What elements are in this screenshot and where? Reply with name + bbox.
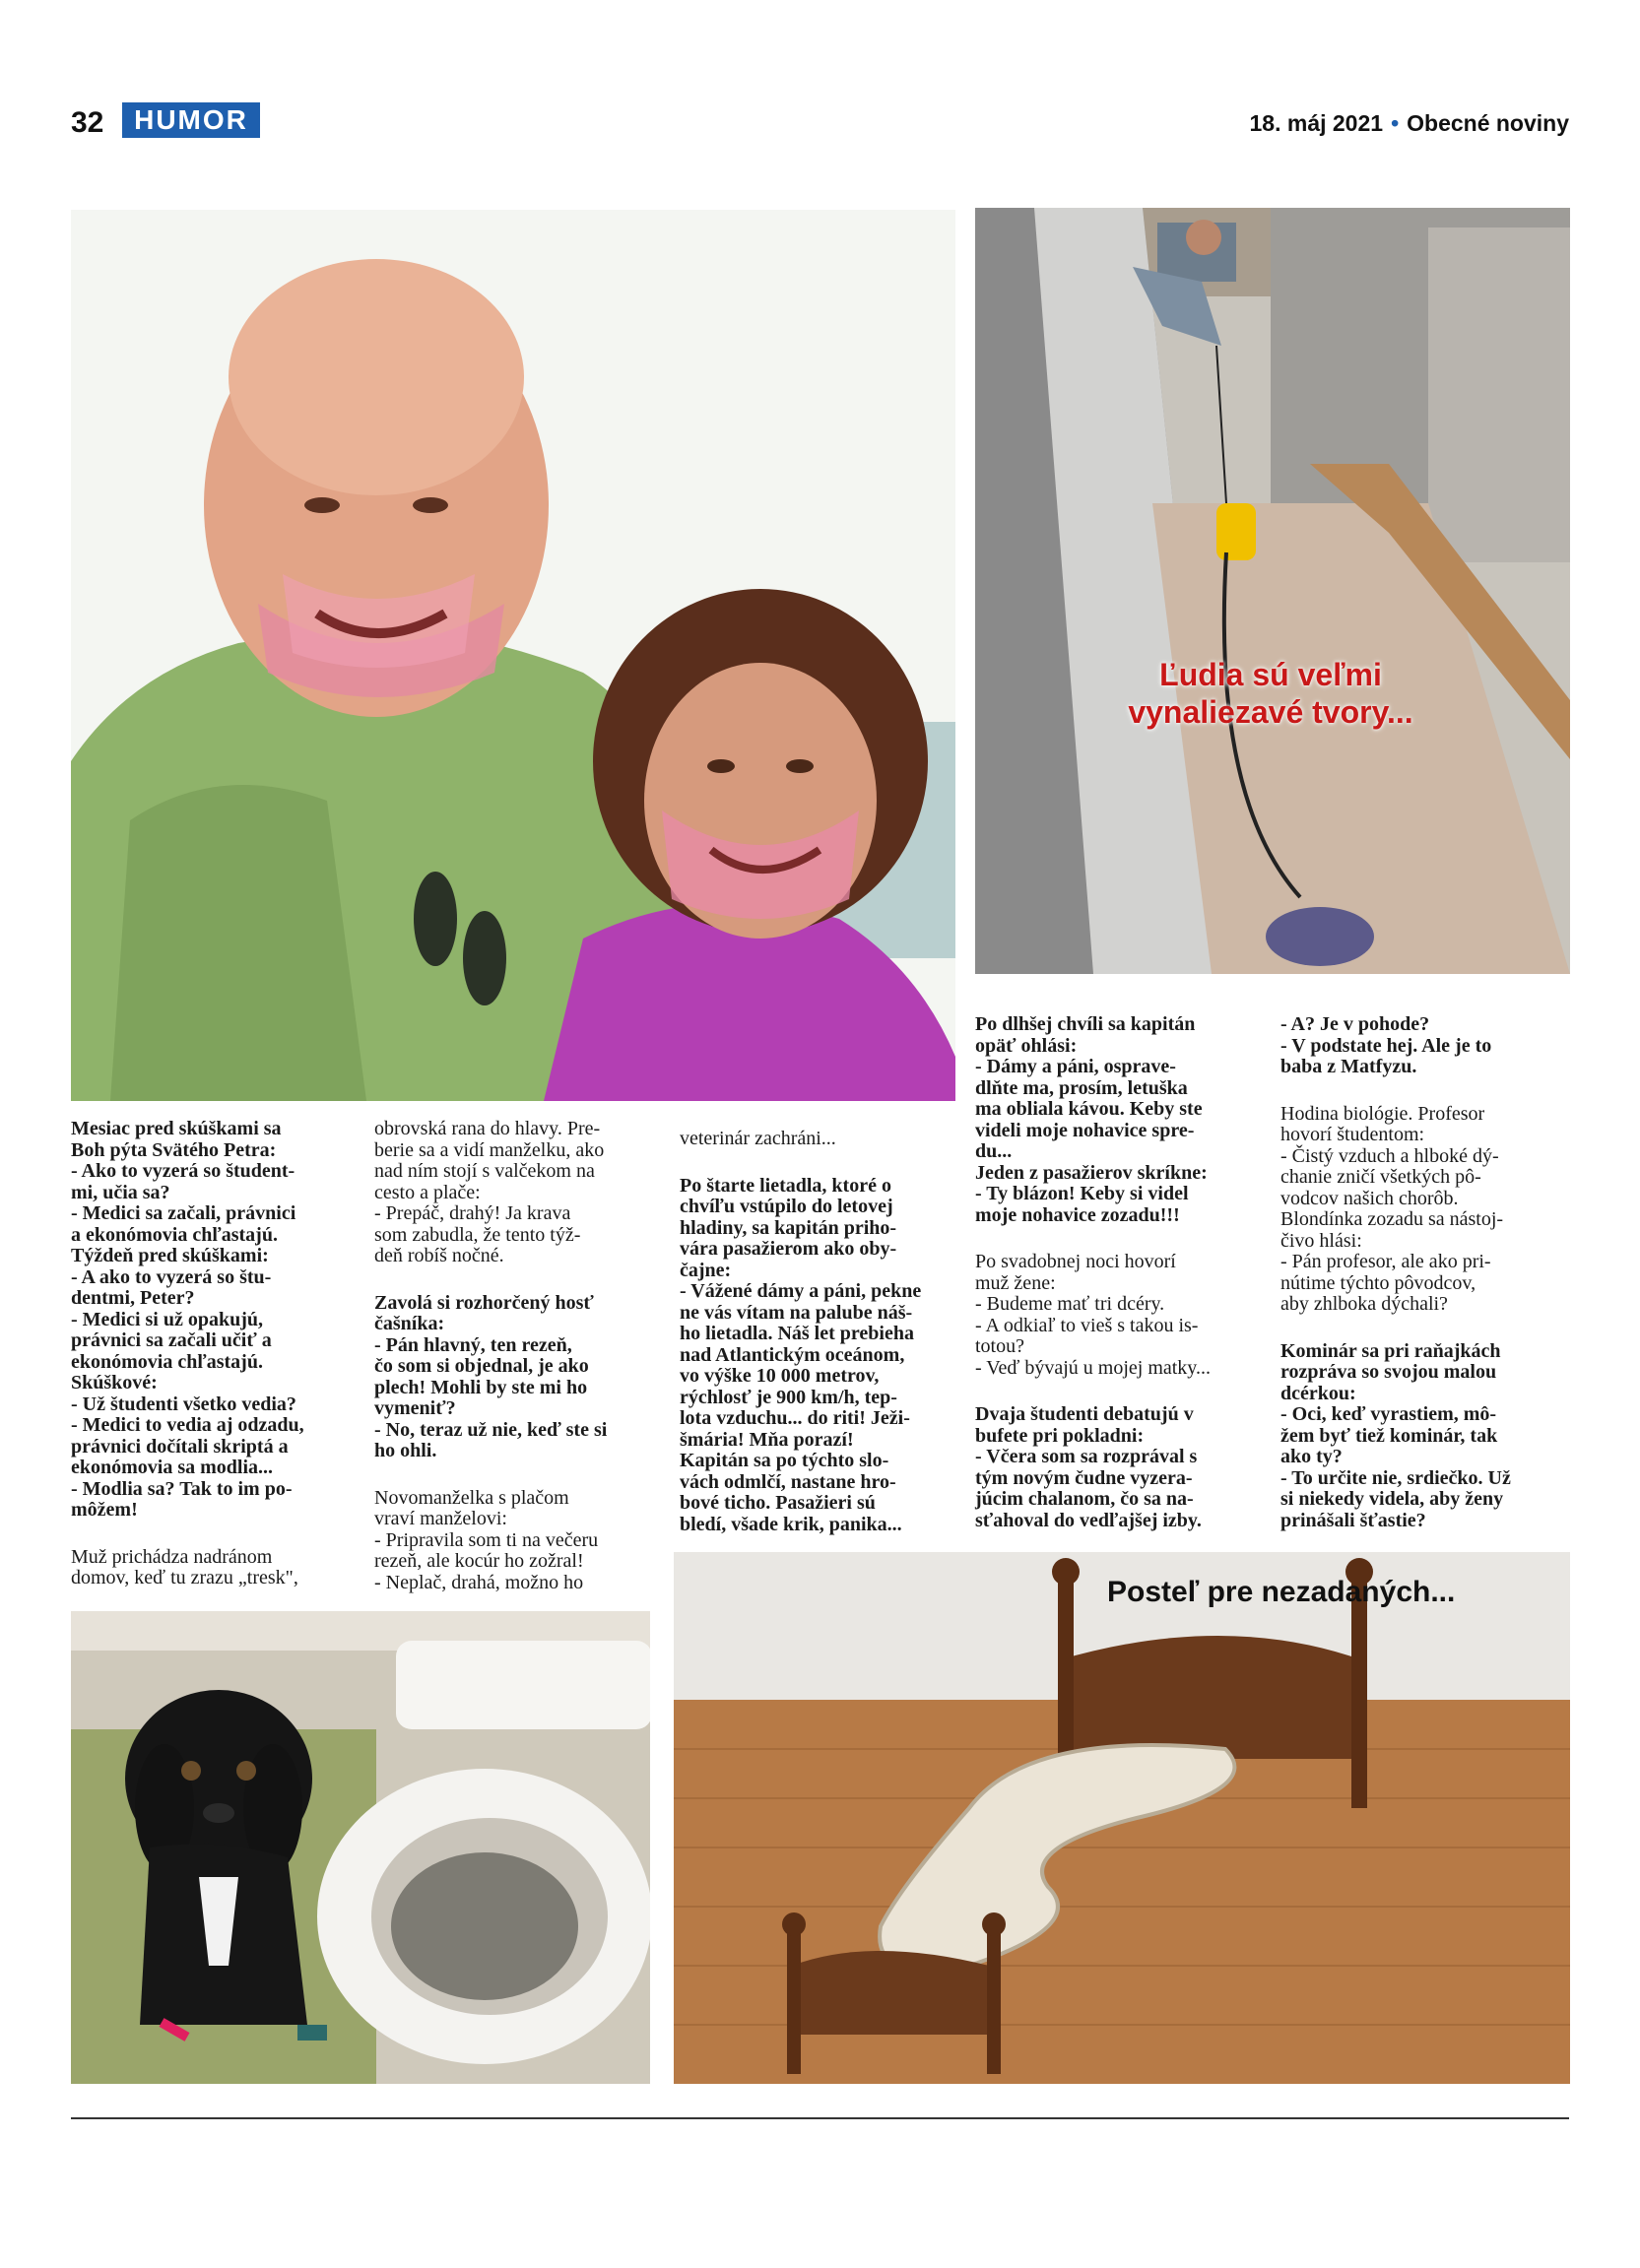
balcony-caption-line1: Ľudia sú veľmi bbox=[1159, 657, 1382, 692]
text-line: baba z Matfyzu. bbox=[1280, 1056, 1417, 1077]
text-line: Kapitán sa po týchto slo- bbox=[680, 1450, 889, 1471]
text-line: deň robíš nočné. bbox=[374, 1245, 504, 1266]
text-line: hladiny, sa kapitán priho- bbox=[680, 1216, 897, 1239]
separator-dot-icon: • bbox=[1391, 110, 1400, 136]
text-line: dentmi, Peter? bbox=[71, 1287, 195, 1309]
text-line: - Pán profesor, ale ako pri- bbox=[1280, 1251, 1491, 1272]
text-line: - A? Je v pohode? bbox=[1280, 1013, 1430, 1035]
couple-photo bbox=[71, 210, 955, 1101]
text-line: môžem! bbox=[71, 1499, 138, 1521]
text-line: vraví manželovi: bbox=[374, 1508, 507, 1529]
text-line: čivo hlási: bbox=[1280, 1229, 1362, 1252]
text-line: - Ako to vyzerá so študent- bbox=[71, 1160, 295, 1182]
joke-biology bbox=[1280, 1104, 1568, 1316]
joke-newlywed bbox=[374, 1488, 650, 1594]
text-line: vymeniť? bbox=[374, 1397, 456, 1419]
couple-masks-photo-icon bbox=[71, 210, 955, 1101]
text-line: cesto a plače: bbox=[374, 1181, 481, 1203]
text-line: ho ohli. bbox=[374, 1440, 437, 1461]
text-line: sťahoval do vedľajšej izby. bbox=[975, 1509, 1202, 1531]
issue-info bbox=[1250, 108, 1570, 138]
text-line: Boh pýta Svätého Petra: bbox=[71, 1138, 277, 1161]
joke-wedding-night bbox=[975, 1252, 1253, 1379]
text-line: - Budeme mať tri dcéry. bbox=[975, 1293, 1165, 1315]
text-line: Skúškové: bbox=[71, 1372, 158, 1393]
text-line: chvíľu vstúpilo do letovej bbox=[680, 1196, 893, 1217]
joke-waiter bbox=[374, 1293, 650, 1462]
section-label: HUMOR bbox=[122, 102, 260, 138]
text-line: som zabudla, že tento týž- bbox=[374, 1223, 581, 1246]
text-line: bledí, všade krik, panika... bbox=[680, 1513, 902, 1535]
text-line: Novomanželka s plačom bbox=[374, 1486, 569, 1509]
column-4 bbox=[975, 1014, 1253, 1557]
text-line: vo výške 10 000 metrov, bbox=[680, 1365, 880, 1387]
text-line: - V podstate hej. Ale je to bbox=[1280, 1034, 1492, 1057]
vacuum-balcony-photo-icon bbox=[975, 208, 1570, 974]
text-line: ma obliala kávou. Keby ste bbox=[975, 1098, 1203, 1120]
text-line: rezeň, ale kocúr ho zožral! bbox=[374, 1550, 584, 1572]
balcony-photo bbox=[975, 208, 1570, 974]
text-line: Mesiac pred skúškami sa bbox=[71, 1118, 282, 1139]
text-line: prinášali šťastie? bbox=[1280, 1509, 1426, 1531]
text-line: vára pasažierom ako oby- bbox=[680, 1238, 897, 1260]
text-line: chanie zničí všetkých pô- bbox=[1280, 1166, 1481, 1188]
bed-photo bbox=[674, 1552, 1570, 2084]
column-1 bbox=[71, 1119, 343, 1615]
bottom-divider bbox=[71, 2117, 1569, 2119]
text-line: rýchlosť je 900 km/h, tep- bbox=[680, 1386, 897, 1408]
text-line: - Čistý vzduch a hlboké dý- bbox=[1280, 1144, 1499, 1167]
joke-captain-cont bbox=[975, 1014, 1253, 1226]
column-5 bbox=[1280, 1014, 1568, 1557]
text-line: a ekonómovia chľastajú. bbox=[71, 1223, 278, 1246]
text-line: si niekedy videla, aby ženy bbox=[1280, 1488, 1504, 1510]
text-line: ekonómovia chľastajú. bbox=[71, 1350, 263, 1373]
text-line: Muž prichádza nadránom bbox=[71, 1545, 273, 1568]
text-line: dcérkou: bbox=[1280, 1382, 1356, 1404]
text-line: právnici dočítali skriptá a bbox=[71, 1435, 289, 1458]
joke-students-buffet bbox=[975, 1404, 1253, 1531]
text-line: - Vážené dámy a páni, pekne bbox=[680, 1280, 922, 1302]
joke-newlywed-cont bbox=[680, 1129, 955, 1150]
text-line: totou? bbox=[975, 1335, 1024, 1357]
text-line: - Prepáč, drahý! Ja krava bbox=[374, 1202, 571, 1224]
text-line: Jeden z pasažierov skríkne: bbox=[975, 1161, 1208, 1184]
text-line: - Medici si už opakujú, bbox=[71, 1308, 264, 1330]
text-line: - No, teraz už nie, keď ste si bbox=[374, 1418, 608, 1441]
text-line: du... bbox=[975, 1140, 1013, 1162]
text-line: Zavolá si rozhorčený hosť bbox=[374, 1291, 594, 1314]
text-line: - Modlia sa? Tak to im po- bbox=[71, 1477, 293, 1500]
text-line: Kominár sa pri raňajkách bbox=[1280, 1339, 1501, 1362]
text-line: ako ty? bbox=[1280, 1446, 1343, 1467]
text-line: čašníka: bbox=[374, 1313, 445, 1334]
text-line: mi, učia sa? bbox=[71, 1181, 170, 1203]
text-line: - Pán hlavný, ten rezeň, bbox=[374, 1333, 572, 1356]
text-line: júcim chalanom, čo sa na- bbox=[975, 1488, 1194, 1510]
text-line: muž žene: bbox=[975, 1271, 1056, 1294]
text-line: čo som si objednal, je ako bbox=[374, 1355, 589, 1377]
joke-chimney-sweep bbox=[1280, 1341, 1568, 1532]
joke-students-buffet-cont bbox=[1280, 1014, 1568, 1078]
text-line: ho lietadla. Náš let prebieha bbox=[680, 1323, 914, 1344]
publication-name: Obecné noviny bbox=[1407, 110, 1569, 136]
bed-for-singles-photo-icon bbox=[674, 1552, 1570, 2084]
text-line: Dvaja študenti debatujú v bbox=[975, 1403, 1194, 1425]
page-number: 32 bbox=[71, 106, 104, 139]
text-line: šmária! Mňa porazí! bbox=[680, 1428, 854, 1451]
text-line: - A odkiaľ to vieš s takou is- bbox=[975, 1314, 1199, 1336]
text-line: obrovská rana do hlavy. Pre- bbox=[374, 1118, 601, 1139]
column-3 bbox=[680, 1129, 955, 1561]
joke-husband-start bbox=[71, 1547, 343, 1589]
joke-captain bbox=[680, 1176, 955, 1536]
text-line: - Už študenti všetko vedia? bbox=[71, 1393, 296, 1415]
text-line: - Pripravila som ti na večeru bbox=[374, 1528, 599, 1551]
text-line: Týždeň pred skúškami: bbox=[71, 1245, 269, 1266]
text-line: Po štarte lietadla, ktoré o bbox=[680, 1174, 891, 1197]
bed-caption: Posteľ pre nezadaných... bbox=[1107, 1576, 1456, 1608]
text-line: - To určite nie, srdiečko. Už bbox=[1280, 1466, 1511, 1489]
text-line: - Veď bývajú u mojej matky... bbox=[975, 1356, 1212, 1379]
dog-photo bbox=[71, 1611, 650, 2084]
text-line: čajne: bbox=[680, 1259, 732, 1281]
balcony-caption bbox=[1015, 656, 1527, 731]
text-line: domov, keď tu zrazu „tresk", bbox=[71, 1567, 298, 1588]
text-line: - Neplač, drahá, možno ho bbox=[374, 1571, 584, 1593]
text-line: bufete pri pokladni: bbox=[975, 1424, 1145, 1447]
text-line: vách odmlčí, nastane hro- bbox=[680, 1470, 896, 1493]
text-line: žem byť tiež kominár, tak bbox=[1280, 1424, 1498, 1447]
text-line: veterinár zachráni... bbox=[680, 1128, 836, 1149]
joke-husband-cont bbox=[374, 1119, 650, 1267]
text-line: - Dámy a páni, osprave- bbox=[975, 1056, 1176, 1077]
text-line: Po svadobnej noci hovorí bbox=[975, 1251, 1176, 1272]
text-line: - A ako to vyzerá so štu- bbox=[71, 1265, 272, 1288]
text-line: plech! Mohli by ste mi ho bbox=[374, 1376, 588, 1398]
text-line: berie sa a vidí manželku, ako bbox=[374, 1138, 605, 1161]
text-line: aby zhlboka dýchali? bbox=[1280, 1293, 1448, 1315]
text-line: tým novým čudne vyzera- bbox=[975, 1466, 1193, 1489]
text-line: nútime týchto pôvodcov, bbox=[1280, 1271, 1476, 1294]
text-line: právnici sa začali učiť a bbox=[71, 1329, 272, 1351]
text-line: vodcov našich chorôb. bbox=[1280, 1187, 1459, 1209]
text-line: Blondínka zozadu sa nástoj- bbox=[1280, 1208, 1504, 1230]
text-line: Hodina biológie. Profesor bbox=[1280, 1102, 1485, 1125]
text-line: rozpráva so svojou malou bbox=[1280, 1361, 1497, 1383]
dog-toilet-photo-icon bbox=[71, 1611, 650, 2084]
text-line: opäť ohlási: bbox=[975, 1034, 1078, 1057]
text-line: bové ticho. Pasažieri sú bbox=[680, 1492, 876, 1514]
column-2 bbox=[374, 1119, 650, 1619]
text-line: - Medici sa začali, právnici bbox=[71, 1202, 296, 1224]
text-line: - Oci, keď vyrastiem, mô- bbox=[1280, 1403, 1497, 1425]
text-line: dlňte ma, prosím, letuška bbox=[975, 1076, 1188, 1099]
text-line: hovorí študentom: bbox=[1280, 1124, 1425, 1145]
joke-exam-prayer bbox=[71, 1119, 343, 1522]
text-line: nad Atlantickým oceánom, bbox=[680, 1343, 905, 1366]
text-line: ne vás vítam na palube náš- bbox=[680, 1301, 913, 1324]
text-line: - Včera som sa rozprával s bbox=[975, 1446, 1198, 1467]
text-line: moje nohavice zozadu!!! bbox=[975, 1203, 1180, 1226]
text-line: lota vzduchu... do riti! Ježi- bbox=[680, 1407, 910, 1429]
issue-date: 18. máj 2021 bbox=[1249, 110, 1384, 136]
text-line: nad ním stojí s valčekom na bbox=[374, 1160, 595, 1182]
text-line: - Ty blázon! Keby si videl bbox=[975, 1183, 1189, 1204]
text-line: videli moje nohavice spre- bbox=[975, 1119, 1195, 1141]
text-line: Po dlhšej chvíli sa kapitán bbox=[975, 1013, 1196, 1035]
balcony-caption-line2: vynaliezavé tvory... bbox=[1128, 694, 1413, 730]
text-line: - Medici to vedia aj odzadu, bbox=[71, 1414, 304, 1436]
text-line: ekonómovia sa modlia... bbox=[71, 1457, 274, 1478]
